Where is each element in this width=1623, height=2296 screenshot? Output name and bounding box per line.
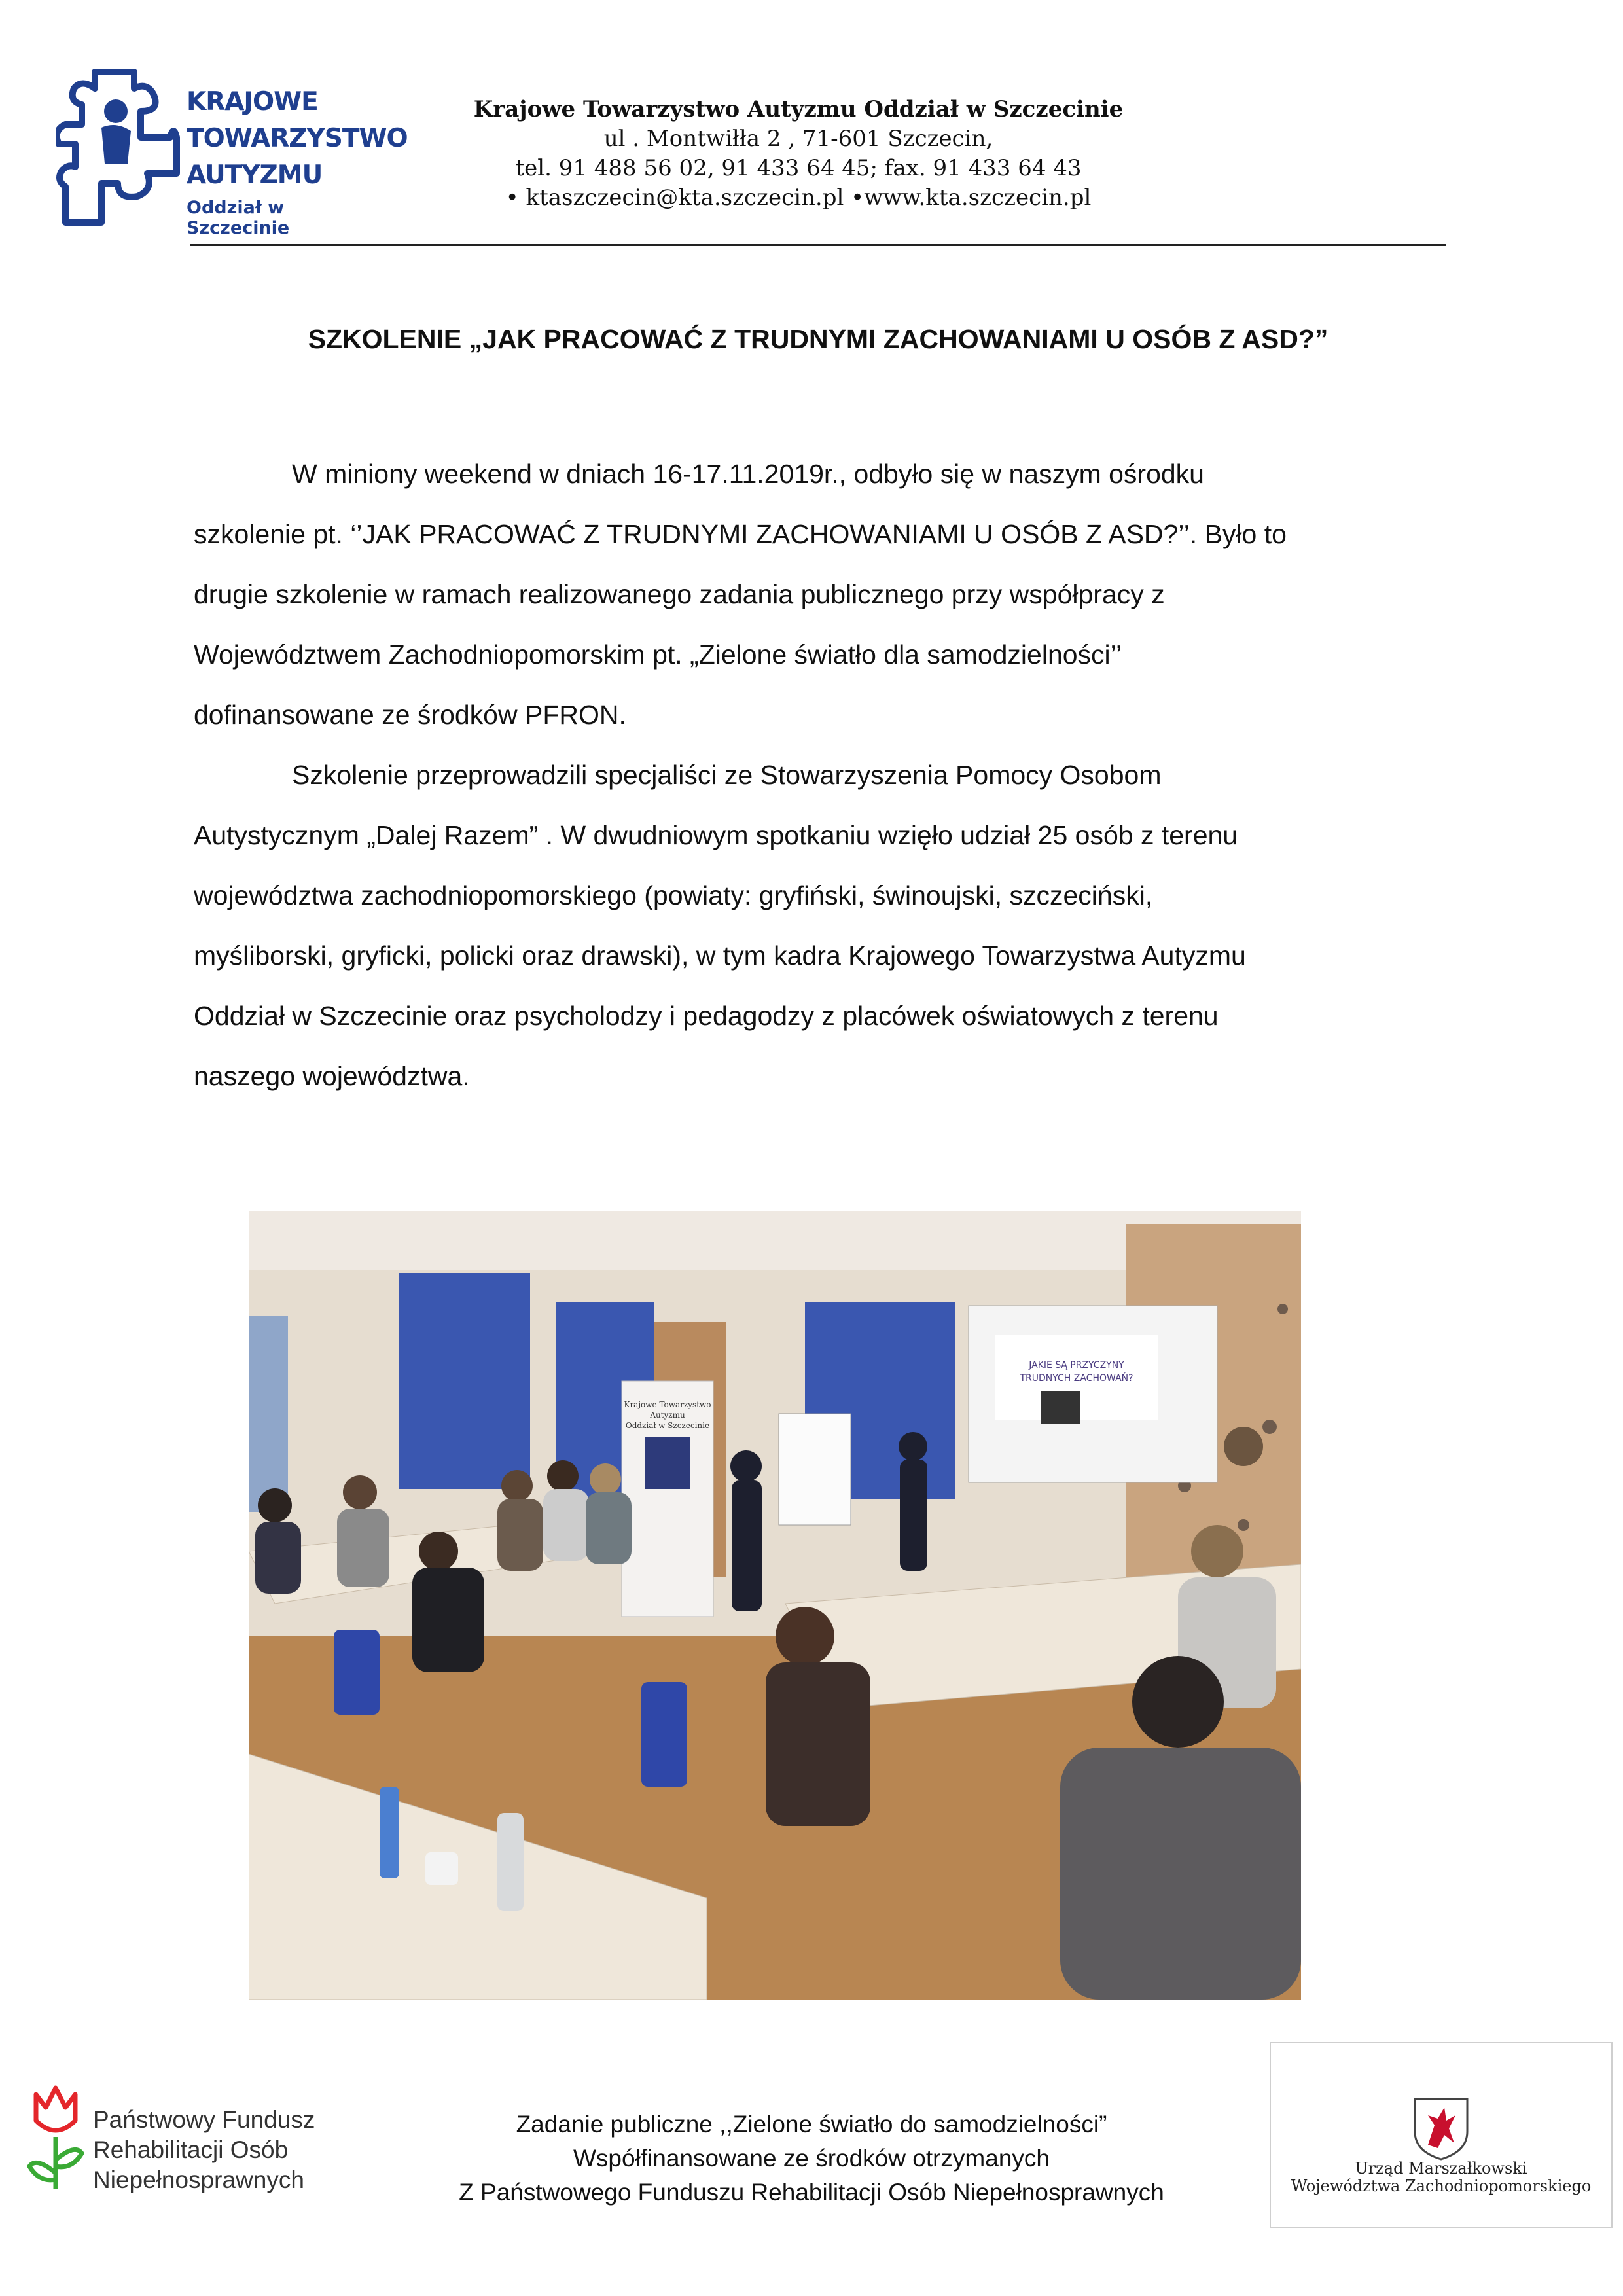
document-title: SZKOLENIE „JAK PRACOWAĆ Z TRUDNYMI ZACHOWANIAMI U OSÓB Z ASD?” <box>308 324 1329 354</box>
logo-line-2: TOWARZYSTWO <box>187 124 408 153</box>
org-address: ul . Montwiłła 2 , 71-601 Szczecin, <box>603 126 993 152</box>
paragraph-line: szkolenie pt. ‘’JAK PRACOWAĆ Z TRUDNYMI ZACHOWANIAMI U OSÓB Z ASD?’’. Było to <box>194 519 1287 549</box>
pfron-line-1: Państwowy Fundusz <box>93 2106 315 2133</box>
paragraph-1 <box>194 444 1437 745</box>
paragraph-line: naszego województwa. <box>194 1061 470 1091</box>
puzzle-figure-icon <box>56 65 180 229</box>
paragraph-line: Szkolenie przeprowadzili specjaliści ze Stowarzyszenia Pomocy Osobom <box>292 760 1162 790</box>
banner-line-1: Krajowe Towarzystwo <box>624 1400 711 1409</box>
training-photo <box>249 1211 1301 2000</box>
funding-note <box>386 2108 1237 2210</box>
paragraph-line: W miniony weekend w dniach 16-17.11.2019r., odbyło się w naszym ośrodku <box>292 459 1204 489</box>
paragraph-2 <box>194 745 1437 1106</box>
urzad-logo-box <box>1270 2042 1613 2228</box>
org-contact-block <box>412 95 1185 213</box>
kta-logo <box>56 62 408 238</box>
paragraph-line: Województwem Zachodniopomorskim pt. „Zielone światło dla samodzielności’’ <box>194 639 1122 670</box>
paragraph-line: województwa zachodniopomorskiego (powiaty: gryfiński, świnoujski, szczeciński, <box>194 880 1153 910</box>
org-email-web: • ktaszczecin@kta.szczecin.pl •www.kta.szczecin.pl <box>505 185 1092 211</box>
paragraph-line: Oddział w Szczecinie oraz psycholodzy i pedagodzy z placówek oświatowych z terenu <box>194 1001 1219 1031</box>
funding-line-1: Zadanie publiczne ,,Zielone światło do samodzielności” <box>516 2111 1107 2138</box>
logo-line-1: KRAJOWE <box>187 87 318 117</box>
urzad-line-1: Urząd Marszałkowski <box>1355 2159 1527 2178</box>
screen-line-1: JAKIE SĄ PRZYCZYNY <box>1029 1360 1124 1371</box>
tulip-icon <box>26 2081 88 2193</box>
banner-line-2: Autyzmu <box>650 1410 685 1420</box>
org-phones: tel. 91 488 56 02, 91 433 64 45; fax. 91 433 64 43 <box>515 155 1082 181</box>
urzad-name <box>1272 2160 1610 2195</box>
pfron-name <box>93 2105 315 2195</box>
logo-line-4: Oddział w Szczecinie <box>187 198 290 238</box>
logo-line-3: AUTYZMU <box>187 160 323 190</box>
pfron-line-3: Niepełnosprawnych <box>93 2166 304 2193</box>
pfron-line-2: Rehabilitacji Osób <box>93 2136 289 2163</box>
griffin-coat-of-arms-icon <box>1408 2096 1474 2161</box>
paragraph-line: drugie szkolenie w ramach realizowanego zadania publicznego przy współpracy z <box>194 579 1165 609</box>
paragraph-line: myśliborski, gryficki, policki oraz drawski), w tym kadra Krajowego Towarzystwa Autyzmu <box>194 941 1246 971</box>
header-divider <box>190 244 1446 246</box>
screen-line-2: TRUDNYCH ZACHOWAŃ? <box>1020 1373 1133 1384</box>
urzad-line-2: Województwa Zachodniopomorskiego <box>1291 2177 1592 2195</box>
funding-line-2: Współfinansowane ze środków otrzymanych <box>573 2145 1050 2172</box>
org-name: Krajowe Towarzystwo Autyzmu Oddział w Szczecinie <box>473 96 1124 122</box>
paragraph-line: Autystycznym „Dalej Razem” . W dwudniowym spotkaniu wzięło udział 25 osób z terenu <box>194 820 1238 850</box>
paragraph-line: dofinansowane ze środków PFRON. <box>194 700 626 730</box>
banner-line-3: Oddział w Szczecinie <box>625 1421 710 1430</box>
funding-line-3: Z Państwowego Funduszu Rehabilitacji Osób Niepełnosprawnych <box>459 2179 1164 2206</box>
training-photo-illustration <box>249 1211 1301 2000</box>
